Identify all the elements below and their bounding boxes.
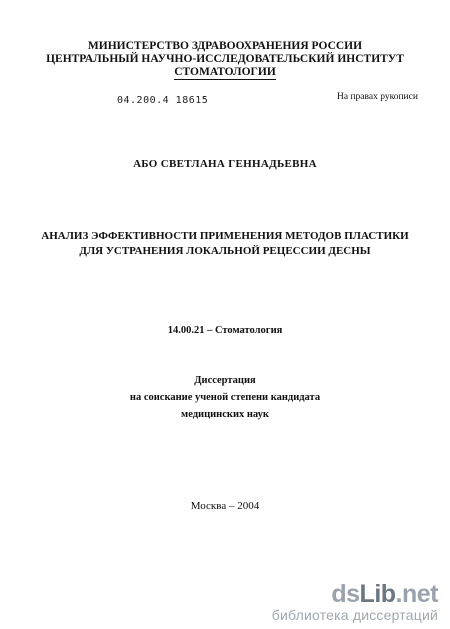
- watermark-subtitle: библиотека диссертаций: [271, 607, 438, 623]
- institution-header: [0, 40, 450, 80]
- degree-line-1: Диссертация: [194, 375, 256, 386]
- manuscript-rights: На правах рукописи: [337, 92, 418, 102]
- institute-line-2: СТОМАТОЛОГИИ: [174, 66, 276, 78]
- specialty-code: 14.00.21 – Стоматология: [167, 325, 283, 336]
- degree-line-3: медицинских наук: [181, 409, 269, 420]
- ministry-line: МИНИСТЕРСТВО ЗДРАВООХРАНЕНИЯ РОССИИ: [87, 40, 363, 52]
- watermark-logo-part-1: ds: [331, 580, 360, 608]
- thesis-title-line-1: АНАЛИЗ ЭФФЕКТИВНОСТИ ПРИМЕНЕНИЯ МЕТОДОВ ПЛАСТИКИ: [41, 230, 409, 242]
- institute-line: ЦЕНТРАЛЬНЫЙ НАУЧНО-ИССЛЕДОВАТЕЛЬСКИЙ ИНСТИТУТ: [46, 53, 404, 65]
- watermark-logo-part-3: .net: [395, 580, 438, 608]
- author-name: АБО СВЕТЛАНА ГЕННАДЬЕВНА: [133, 158, 317, 170]
- city-year: Москва – 2004: [190, 500, 260, 512]
- degree-statement: [0, 372, 450, 423]
- site-watermark[interactable]: [272, 581, 438, 623]
- registry-number: 04.200.4 18615: [117, 95, 209, 106]
- degree-line-2: на соискание ученой степени кандидата: [129, 392, 321, 403]
- thesis-title-line-2: ДЛЯ УСТРАНЕНИЯ ЛОКАЛЬНОЙ РЕЦЕССИИ ДЕСНЫ: [79, 245, 371, 257]
- watermark-logo-part-2: Lib: [359, 580, 396, 608]
- watermark-logo: [272, 581, 438, 607]
- thesis-title: [0, 229, 450, 259]
